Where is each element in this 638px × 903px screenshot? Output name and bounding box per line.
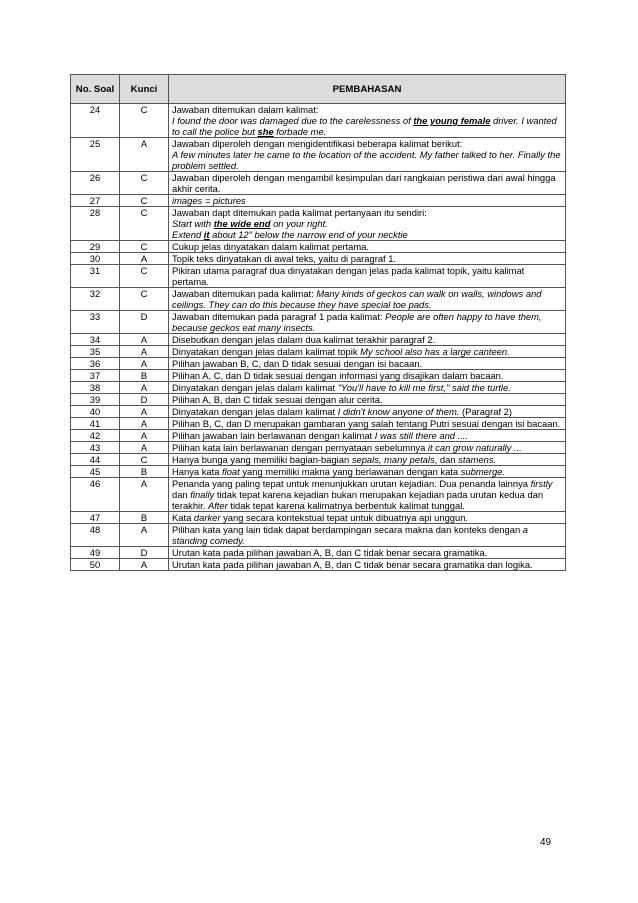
explanation: Hanya bunga yang memiliki bagian-bagian sepals, many petals, dan stamens. xyxy=(169,454,566,466)
question-number: 27 xyxy=(71,195,120,207)
answer-key: A xyxy=(120,524,169,547)
question-number: 34 xyxy=(71,334,120,346)
explanation: Jawaban ditemukan dalam kalimat: I found the door was damaged due to the carelessness of the young female driver. I wanted to call the police but she forbade me. xyxy=(169,104,566,138)
explanation: Pikiran utama paragraf dua dinyatakan dengan jelas pada kalimat topik, yaitu kalimat pertama. xyxy=(169,265,566,288)
question-number: 32 xyxy=(71,288,120,311)
table-row xyxy=(71,288,566,311)
question-number: 41 xyxy=(71,418,120,430)
table-row xyxy=(71,418,566,430)
explanation: Pilihan kata lain berlawanan dengan pernyataan sebelumnya it can grow naturally ... xyxy=(169,442,566,454)
explanation: Cukup jelas dinyatakan dalam kalimat pertama. xyxy=(169,241,566,253)
question-number: 31 xyxy=(71,265,120,288)
answer-key: A xyxy=(120,559,169,571)
answer-key: A xyxy=(120,138,169,172)
table-row xyxy=(71,358,566,370)
table-row xyxy=(71,195,566,207)
answer-key: C xyxy=(120,195,169,207)
answer-key: D xyxy=(120,311,169,334)
explanation: Urutan kata pada pilihan jawaban A, B, dan C tidak benar secara gramatika. xyxy=(169,547,566,559)
answer-key: A xyxy=(120,382,169,394)
explanation: Dinyatakan dengan jelas dalam kalimat topik My school also has a large canteen. xyxy=(169,346,566,358)
question-number: 38 xyxy=(71,382,120,394)
table-row xyxy=(71,334,566,346)
question-number: 35 xyxy=(71,346,120,358)
answer-key-table xyxy=(70,74,566,571)
page-number: 49 xyxy=(540,837,552,848)
explanation: Penanda yang paling tepat untuk menunjukkan urutan kejadian. Dua penanda lainnya firstly dan finally tidak tepat karena kejadian bukan merupakan kejadian pada urutan kedua dan terakhir. After tidak tepat karena kalimatnya berbentuk kalimat tunggal. xyxy=(169,478,566,512)
question-number: 29 xyxy=(71,241,120,253)
answer-key: C xyxy=(120,104,169,138)
table-row xyxy=(71,466,566,478)
question-number: 28 xyxy=(71,207,120,241)
table-row xyxy=(71,104,566,138)
header-kunci: Kunci xyxy=(120,75,169,104)
answer-key: A xyxy=(120,418,169,430)
question-number: 37 xyxy=(71,370,120,382)
explanation: Urutan kata pada pilihan jawaban A, B, dan C tidak benar secara gramatika dan logika. xyxy=(169,559,566,571)
question-number: 43 xyxy=(71,442,120,454)
answer-key: A xyxy=(120,406,169,418)
explanation: Dinyatakan dengan jelas dalam kalimat "You'll have to kill me first," said the turtle. xyxy=(169,382,566,394)
table-row xyxy=(71,524,566,547)
explanation: Pilihan jawaban B, C, dan D tidak sesuai dengan isi bacaan. xyxy=(169,358,566,370)
answer-key: A xyxy=(120,346,169,358)
question-number: 26 xyxy=(71,172,120,195)
question-number: 25 xyxy=(71,138,120,172)
table-row xyxy=(71,241,566,253)
question-number: 39 xyxy=(71,394,120,406)
table-row xyxy=(71,454,566,466)
answer-key: A xyxy=(120,253,169,265)
explanation: Hanya kata float yang memiliki makna yang berlawanan dengan kata submerge. xyxy=(169,466,566,478)
answer-key: A xyxy=(120,430,169,442)
table-row xyxy=(71,394,566,406)
answer-key: B xyxy=(120,512,169,524)
table-row xyxy=(71,172,566,195)
question-number: 42 xyxy=(71,430,120,442)
explanation: Dinyatakan dengan jelas dalam kalimat I didn't know anyone of them. (Paragraf 2) xyxy=(169,406,566,418)
table-row xyxy=(71,442,566,454)
answer-key: D xyxy=(120,547,169,559)
answer-key: A xyxy=(120,334,169,346)
question-number: 40 xyxy=(71,406,120,418)
header-no-soal: No. Soal xyxy=(71,75,120,104)
table-row xyxy=(71,370,566,382)
answer-key: C xyxy=(120,265,169,288)
answer-key: D xyxy=(120,394,169,406)
table-row xyxy=(71,346,566,358)
table-row xyxy=(71,559,566,571)
explanation: Pilihan A, C, dan D tidak sesuai dengan informasi yang disajikan dalam bacaan. xyxy=(169,370,566,382)
table-row xyxy=(71,311,566,334)
answer-key: C xyxy=(120,207,169,241)
explanation: Kata darker yang secara kontekstual tepat untuk dibuatnya api unggun. xyxy=(169,512,566,524)
answer-key: B xyxy=(120,370,169,382)
explanation: Topik teks dinyatakan di awal teks, yaitu di paragraf 1. xyxy=(169,253,566,265)
explanation: Disebutkan dengan jelas dalam dua kalimat terakhir paragraf 2. xyxy=(169,334,566,346)
question-number: 50 xyxy=(71,559,120,571)
table-row xyxy=(71,253,566,265)
table-row xyxy=(71,512,566,524)
question-number: 24 xyxy=(71,104,120,138)
question-number: 48 xyxy=(71,524,120,547)
table-row xyxy=(71,207,566,241)
explanation: Jawaban diperoleh dengan mengidentifikasi beberapa kalimat berikut: A few minutes later he came to the location of the accident. My father talked to her. Finally the problem settled. xyxy=(169,138,566,172)
table-body xyxy=(71,104,566,571)
explanation: Pilihan B, C, dan D merupakan gambaran yang salah tentang Putri sesuai dengan isi bacaan. xyxy=(169,418,566,430)
table-row xyxy=(71,478,566,512)
question-number: 44 xyxy=(71,454,120,466)
answer-key: C xyxy=(120,454,169,466)
answer-key: C xyxy=(120,241,169,253)
explanation: Pilihan A, B, dan C tidak sesuai dengan alur cerita. xyxy=(169,394,566,406)
explanation: Pilihan jawaban lain berlawanan dengan kalimat I was still there and .... xyxy=(169,430,566,442)
answer-key: C xyxy=(120,288,169,311)
table-row xyxy=(71,547,566,559)
explanation: Jawaban ditemukan pada kalimat: Many kinds of geckos can walk on walls, windows and ceilings. They can do this because they have special toe pads. xyxy=(169,288,566,311)
header-pembahasan: PEMBAHASAN xyxy=(169,75,566,104)
explanation: Pilihan kata yang lain tidak dapat berdampingan secara makna dan konteks dengan a standing comedy. xyxy=(169,524,566,547)
explanation: Jawaban dapt ditemukan pada kalimat pertanyaan itu sendiri: Start with the wide end on your right. Extend it about 12" below the narrow end of your necktie xyxy=(169,207,566,241)
explanation: images = pictures xyxy=(169,195,566,207)
table-row xyxy=(71,265,566,288)
table-header-row xyxy=(71,75,566,104)
question-number: 30 xyxy=(71,253,120,265)
question-number: 33 xyxy=(71,311,120,334)
table-row xyxy=(71,430,566,442)
question-number: 47 xyxy=(71,512,120,524)
question-number: 36 xyxy=(71,358,120,370)
answer-key: C xyxy=(120,172,169,195)
answer-key: A xyxy=(120,442,169,454)
answer-key: B xyxy=(120,466,169,478)
answer-key: A xyxy=(120,478,169,512)
table-row xyxy=(71,382,566,394)
question-number: 45 xyxy=(71,466,120,478)
question-number: 46 xyxy=(71,478,120,512)
answer-key: A xyxy=(120,358,169,370)
question-number: 49 xyxy=(71,547,120,559)
explanation: Jawaban diperoleh dengan mengambil kesimpulan dari rangkaian peristiwa dari awal hingga akhir cerita. xyxy=(169,172,566,195)
explanation: Jawaban ditemukan pada paragraf 1 pada kalimat: People are often happy to have them, because geckos eat many insects. xyxy=(169,311,566,334)
table-row xyxy=(71,406,566,418)
table-row xyxy=(71,138,566,172)
